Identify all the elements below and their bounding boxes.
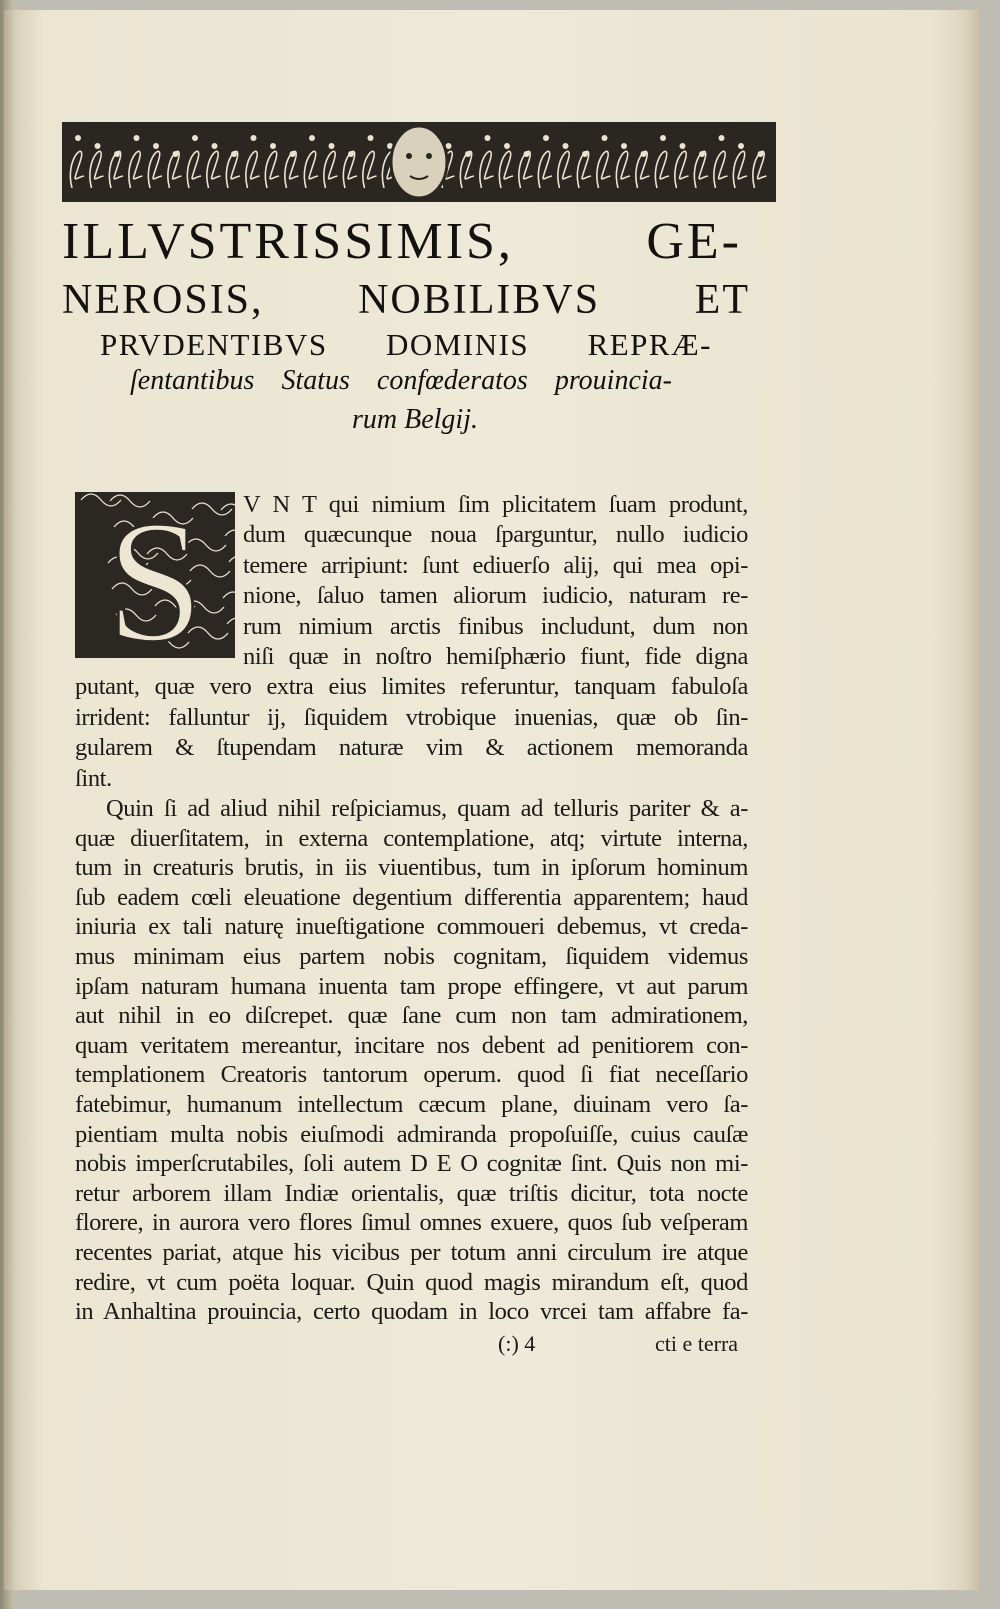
- text-line: tum in creaturis brutis, in iis viuentibus, tum in ipſorum hominum: [75, 854, 748, 882]
- text-line: ipſam naturam humana inuenta tam prope effingere, vt aut parum: [75, 972, 748, 1000]
- text-line: redire, vt cum poëta loquar. Quin quod magis mirandum eſt, quod: [75, 1268, 748, 1296]
- text-line: recentes pariat, atque his vicibus per totum anni circulum ire atque: [75, 1239, 748, 1266]
- text-line: temere arripiunt: ſunt ediuerſo alij, qui mea opi-: [243, 551, 748, 579]
- text-line: putant, quæ vero extra eius limites referuntur, tanquam fabuloſa: [75, 673, 748, 701]
- title-line-3: PRVDENTIBVS DOMINIS REPRÆ-: [100, 327, 712, 362]
- text-line: ſint.: [75, 764, 112, 792]
- text-line: iniuria ex tali naturę inueſtigatione commoueri debemus, vt creda-: [75, 913, 748, 941]
- decorated-initial: [75, 492, 235, 658]
- text-line: in Anhaltina prouincia, certo quodam in loco vrcei tam affabre fa-: [75, 1298, 748, 1326]
- text-line: mus minimam eius partem nobis cognitam, ſiquidem videmus: [75, 943, 748, 970]
- title-line-4: ſentantibus Status confœderatos prouincia-: [130, 365, 672, 396]
- text-line: quæ diuerſitatem, in externa contemplatione, atq; virtute interna,: [75, 824, 748, 852]
- text-line: fatebimur, humanum intellectum cæcum plane, diuinam vero ſa-: [75, 1091, 748, 1118]
- text-line: irrident: falluntur ij, ſiquidem vtrobique inuenias, quæ ob ſin-: [75, 703, 748, 731]
- title-line-5: rum Belgij.: [352, 404, 478, 435]
- text-line: quam veritatem mereantur, incitare nos debent ad penitiorem con-: [75, 1031, 748, 1059]
- title-line-1: ILLVSTRISSIMIS, GE-: [62, 213, 742, 270]
- text-line: Quin ſi ad aliud nihil reſpiciamus, quam ad telluris pariter & a-: [106, 795, 748, 822]
- signature-mark: (:) 4: [498, 1331, 536, 1356]
- text-line: retur arborem illam Indiæ orientalis, quæ triſtis dicitur, tota nocte: [75, 1179, 748, 1207]
- text-line: gularem & ſtupendam naturæ vim & actionem memoranda: [75, 734, 748, 762]
- text-line: nione, ſaluo tamen aliorum iudicio, naturam re-: [243, 582, 748, 610]
- text-line: florere, in aurora vero flores ſimul omnes exuere, quos ſub veſperam: [75, 1209, 748, 1237]
- ornamental-headpiece: [62, 118, 776, 206]
- text-line: templationem Creatoris tantorum operum. quod ſi fiat neceſſario: [75, 1061, 748, 1089]
- text-line: niſi quæ in noſtro hemiſphærio fiunt, fide digna: [243, 643, 748, 670]
- catchword: cti e terra: [655, 1331, 739, 1356]
- text-line: dum quæcunque noua ſparguntur, nullo iudicio: [243, 521, 748, 549]
- text-line: pientiam multa nobis eiuſmodi admiranda propoſuiſſe, cuius cauſæ: [75, 1120, 748, 1148]
- text-line: ſub eadem cœli eleuatione degentium differentia apparentem; haud: [75, 883, 748, 911]
- text-line: rum nimium arctis finibus includunt, dum non: [243, 612, 748, 640]
- text-line: nobis imperſcrutabiles, ſoli autem D E O cognitæ ſint. Quis non mi-: [75, 1150, 748, 1178]
- title-line-2: NEROSIS, NOBILIBVS ET: [62, 277, 750, 323]
- text-line: aut nihil in eo diſcrepet. quæ ſane cum non tam admirationem,: [75, 1002, 748, 1030]
- text-line: V N T qui nimium ſim plicitatem ſuam produnt,: [243, 491, 748, 518]
- initial-letter: S: [106, 492, 204, 658]
